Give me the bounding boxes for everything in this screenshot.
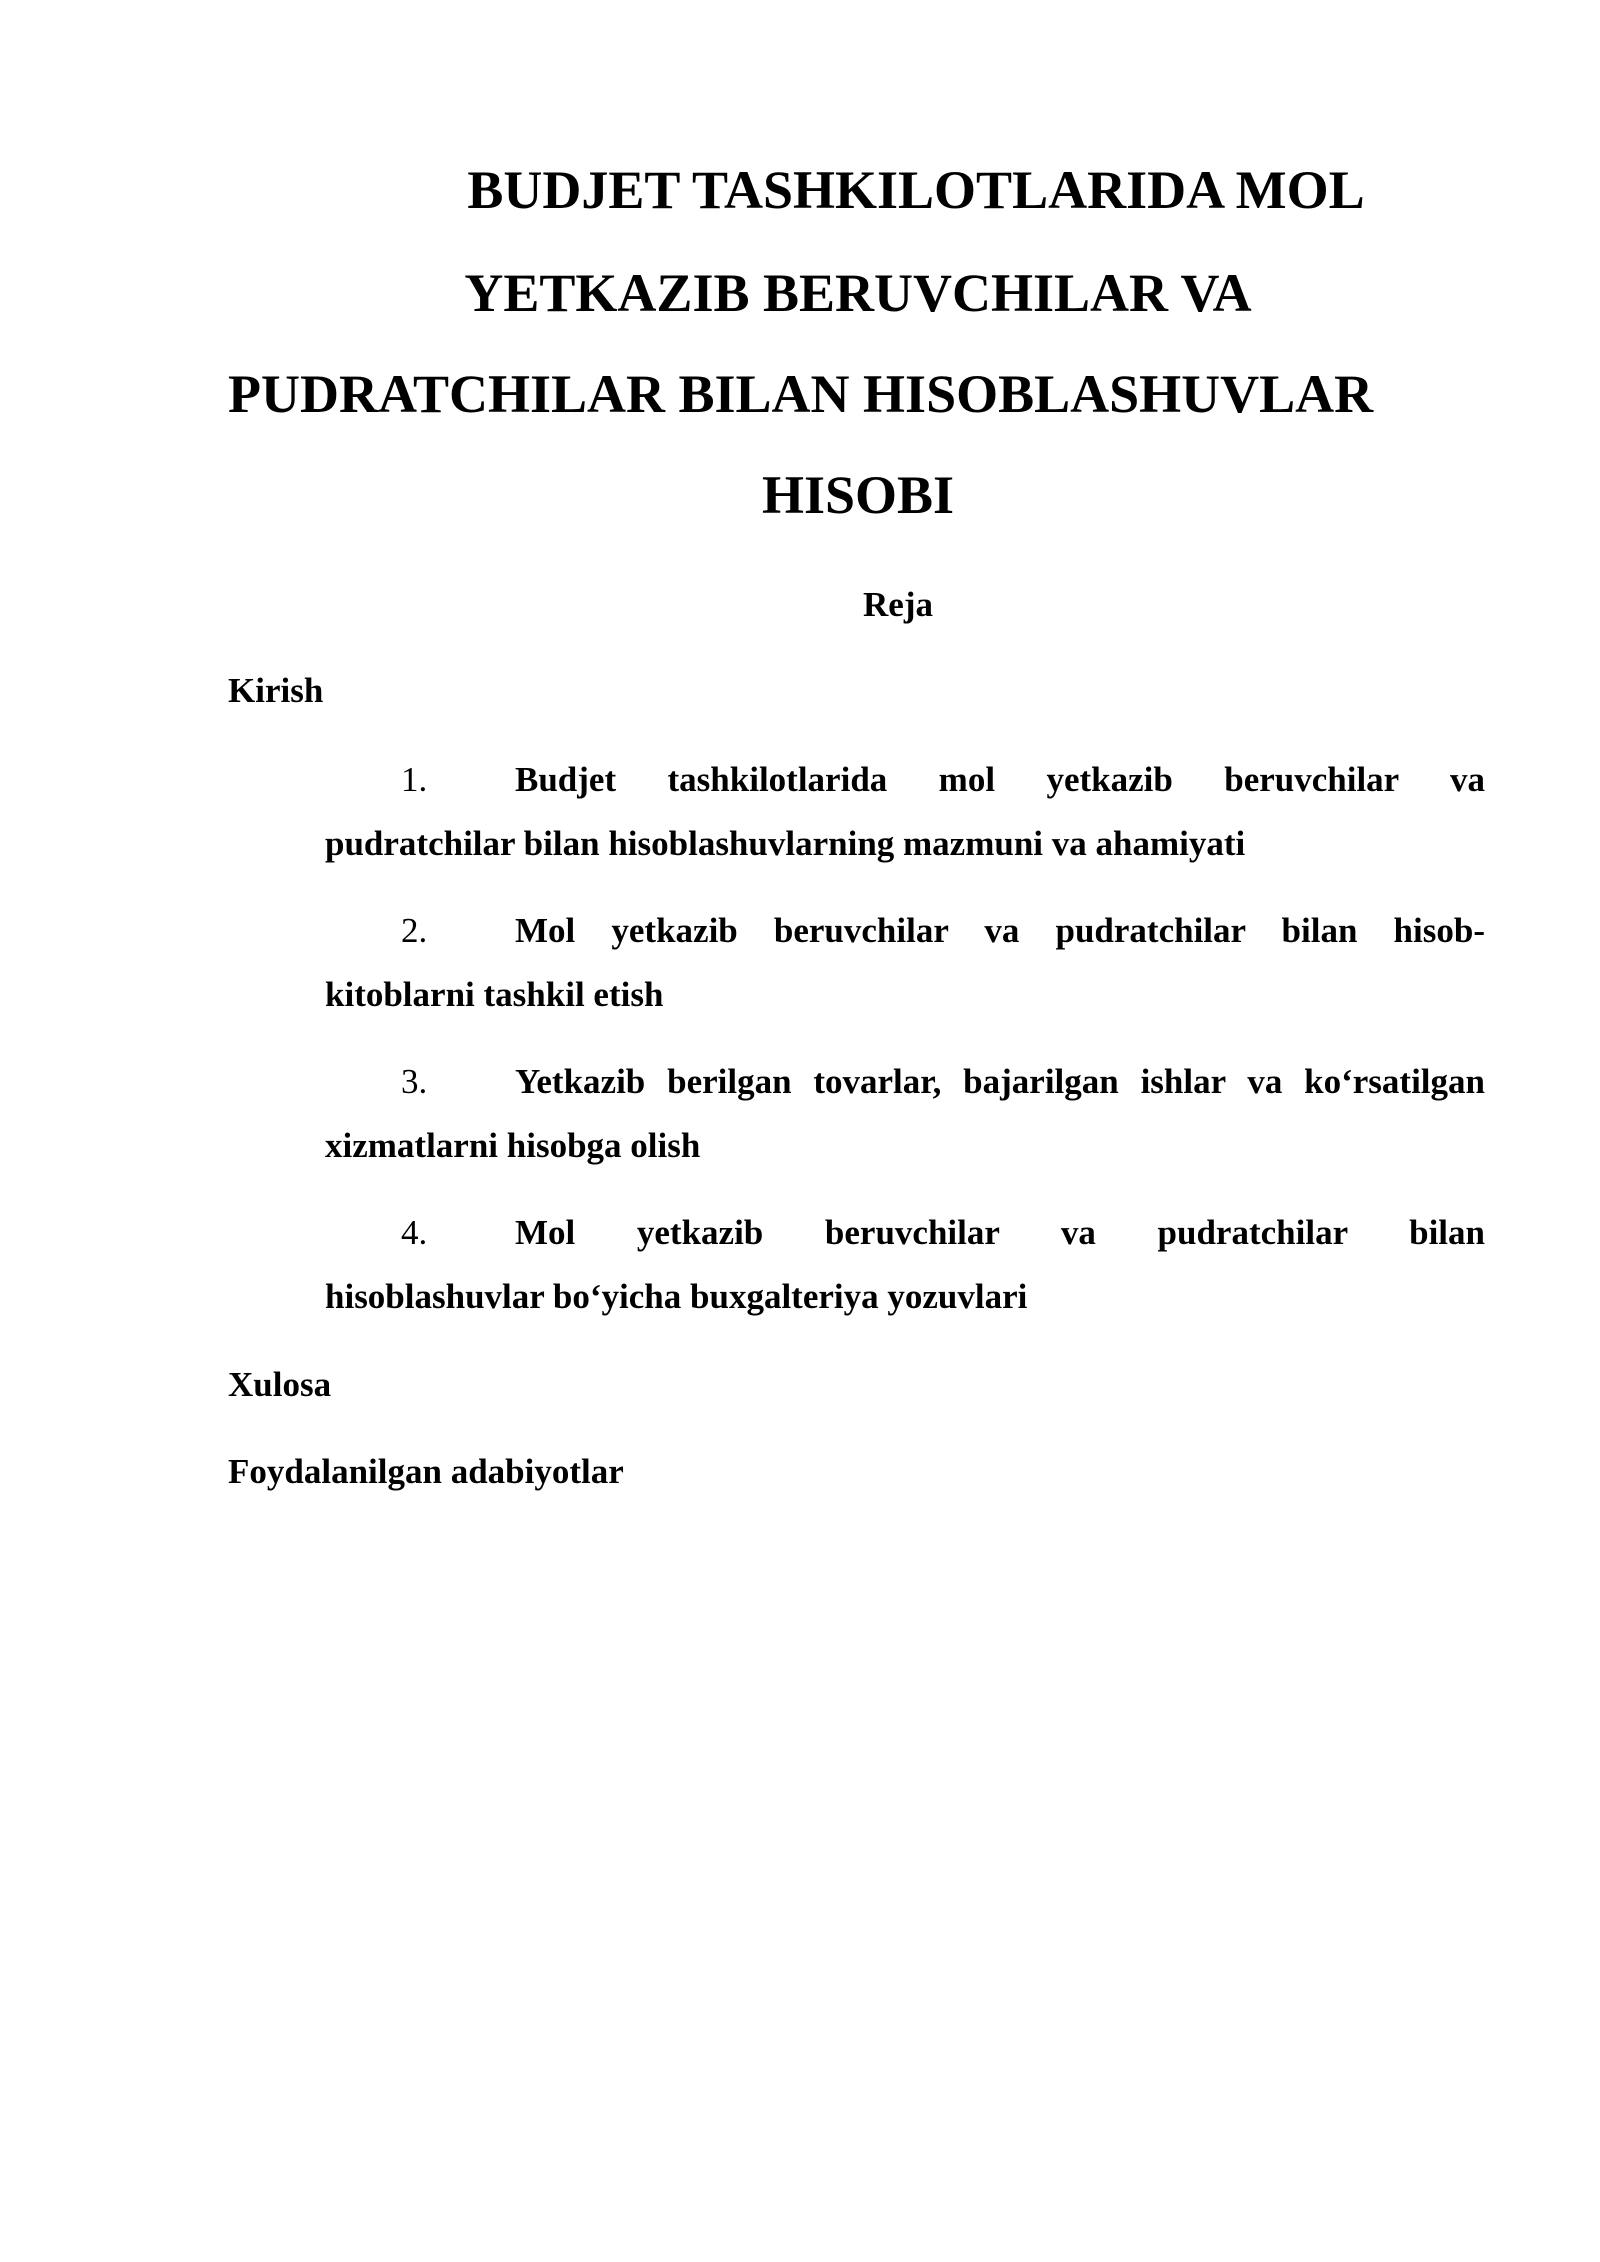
plan-item-number: 1. (401, 760, 428, 799)
plan-item-4 (325, 1201, 1485, 1329)
plan-item-number: 2. (401, 911, 428, 950)
plan-item-text-line-1: Mol yetkazib beruvchilar va pudratchilar bilan hisob- (515, 911, 1485, 950)
plan-item-text-line-2: xizmatlarni hisobga olish (325, 1126, 701, 1165)
plan-item-text-line-2: hisoblashuvlar bo‘yicha buxgalteriya yozuvlari (325, 1277, 1028, 1316)
plan-heading: Reja (863, 585, 933, 624)
plan-item-text-line-1: Mol yetkazib beruvchilar va pudratchilar bilan (515, 1213, 1485, 1252)
plan-item-text-line-1: Yetkazib berilgan tovarlar, bajarilgan ishlar va ko‘rsatilgan (515, 1062, 1485, 1101)
document-title-line-3: PUDRATCHILAR BILAN HISOBLASHUVLAR (228, 364, 1374, 424)
plan-item-text-line-1: Budjet tashkilotlarida mol yetkazib beruvchilar va (515, 760, 1485, 799)
plan-item-1 (325, 748, 1485, 876)
intro-label: Kirish (228, 671, 324, 710)
plan-item-number: 4. (401, 1213, 428, 1252)
plan-item-number: 3. (401, 1062, 428, 1101)
conclusion-label: Xulosa (228, 1365, 332, 1404)
plan-item-3 (325, 1050, 1485, 1178)
document-title-line-2: YETKAZIB BERUVCHILAR VA (464, 263, 1252, 323)
plan-item-text-line-2: kitoblarni tashkil etish (325, 975, 664, 1014)
document-title-line-4: HISOBI (761, 465, 955, 525)
references-label: Foydalanilgan adabiyotlar (228, 1452, 624, 1491)
plan-item-text-line-2: pudratchilar bilan hisoblashuvlarning mazmuni va ahamiyati (325, 824, 1246, 863)
plan-item-2 (325, 899, 1485, 1027)
document-title-line-1: BUDJET TASHKILOTLARIDA MOL (467, 160, 1365, 220)
